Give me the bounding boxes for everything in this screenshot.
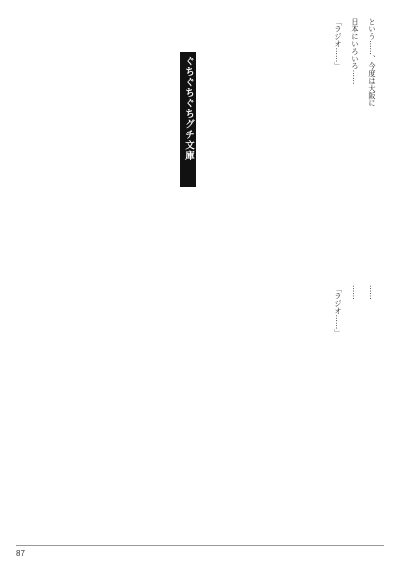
footer-divider — [16, 545, 384, 546]
chapter-heading — [180, 52, 196, 187]
text-block-top — [22, 18, 378, 263]
chapter-heading-text: ぐちぐちぐちグチ文庫 — [183, 56, 194, 161]
paragraph: という……、今度は大阪に — [368, 18, 377, 107]
paragraph: 「ラジオ……」 — [334, 285, 343, 337]
paragraph: …… — [368, 285, 377, 300]
text-block-bottom — [22, 285, 378, 540]
paragraph: 「ラジオ……」 — [334, 18, 343, 70]
page-number: 87 — [16, 549, 25, 558]
paragraph: …… — [351, 285, 360, 300]
paragraph: 日本にいろいろ…… — [351, 18, 360, 85]
